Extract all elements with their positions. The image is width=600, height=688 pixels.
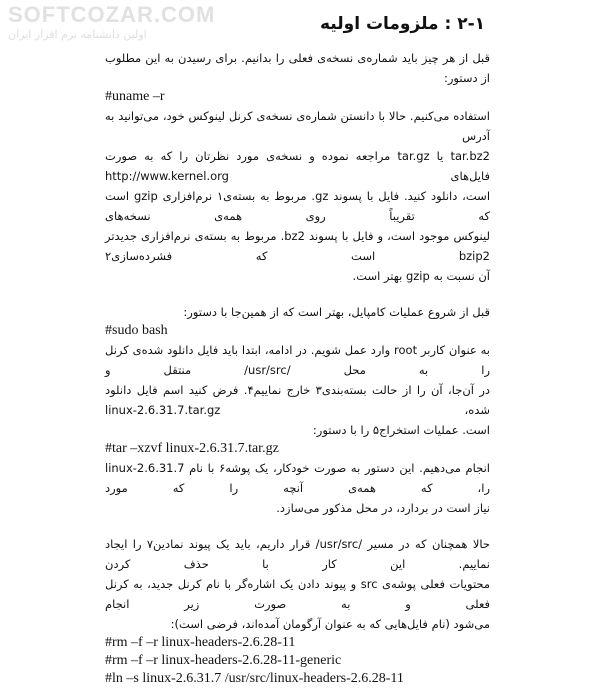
paragraph-line: است، دانلود کنید. فایل با پسوند gz. مربوط به بسته‌ی۱ نرم‌افزاری gzip است که تقریباً روی همه‌ی نسخه‌های — [105, 189, 491, 223]
paragraph-line: آن نسبت به gzip بهتر است. — [352, 269, 490, 283]
paragraph-line: است. عملیات استخراج۵ را با دستور: — [312, 423, 490, 437]
watermark-logo: SOFTCOZAR.COM — [8, 2, 216, 27]
paragraph-line: می‌شود (نام فایل‌هایی که به عنوان آرگومان آمده‌اند، فرضی است): — [170, 617, 490, 631]
watermark-tagline: اولین دانشنامه نرم افزار ایران — [8, 28, 147, 41]
command-rm-generic: #rm –f –r linux-headers-2.6.28-11-generic — [105, 653, 342, 668]
command-tar: #tar –xzvf linux-2.6.31.7.tar.gz — [105, 441, 279, 456]
command-ln: #ln –s linux-2.6.31.7 /usr/src/linux-headers-2.6.28-11 — [105, 671, 404, 686]
paragraph-line: انجام می‌دهیم. این دستور به صورت خودکار، یک پوشه۶ با نام linux-2.6.31.7 را، که همه‌ی آنچه را که مورد — [105, 461, 491, 495]
paragraph-line: قبل از هر چیز باید شماره‌ی نسخه‌ی فعلی را بدانیم. برای رسیدن به این مطلوب از دستور: — [105, 51, 490, 85]
paragraph-gap — [105, 518, 490, 534]
paragraph-line: لینوکس موجود است، و فایل با پسوند bz2. مربوط به بسته‌ی نرم‌افزاری جدیدتر bzip2 است که فشرده‌سازی۲ — [105, 229, 490, 263]
paragraph-line: در آن‌جا، آن را از حالت بسته‌بندی۳ خارج نماییم۴. فرض کنید اسم فایل دانلود شده، linux-2.6.31.7.tar.gz — [105, 383, 490, 417]
paragraph-line: حالا همچنان که در مسیر /usr/src/ قرار داریم، باید یک پیوند نمادین۷ را ایجاد نماییم. این کار با حذف کردن — [105, 537, 490, 571]
paragraph-line: استفاده می‌کنیم. حالا با دانستن شماره‌ی نسخه‌ی کرنل لینوکس خود، می‌توانید به آدرس — [105, 109, 490, 143]
section-title: ۲-۱ : ملزومات اولیه — [320, 14, 485, 34]
paragraph-line: نیاز است در بردارد، در محل مذکور می‌سازد. — [276, 501, 490, 515]
paragraph-line: به عنوان کاربر root وارد عمل شویم. در ادامه، ابتدا باید فایل دانلود شده‌ی کرنل را به محل /usr/src/ منتقل و — [105, 343, 490, 377]
paragraph-gap — [105, 286, 490, 302]
paragraph-line: tar.bz2 یا tar.gz مراجعه نموده و نسخه‌ی مورد نظرتان را که به صورت فایل‌های http://www.kernel.org — [105, 149, 490, 183]
paragraph-line: محتویات فعلی پوشه‌ی src و پیوند دادن یک اشاره‌گر با نام کرنل جدید، به کرنل فعلی و به صورت زیر انجام — [105, 577, 491, 611]
document-body — [105, 48, 490, 688]
command-sudo: #sudo bash — [105, 323, 168, 338]
command-uname: #uname –r — [105, 89, 165, 104]
paragraph-line: قبل از شروع عملیات کامپایل، بهتر است که از همین‌جا با دستور: — [183, 305, 490, 319]
command-rm-headers: #rm –f –r linux-headers-2.6.28-11 — [105, 635, 296, 650]
